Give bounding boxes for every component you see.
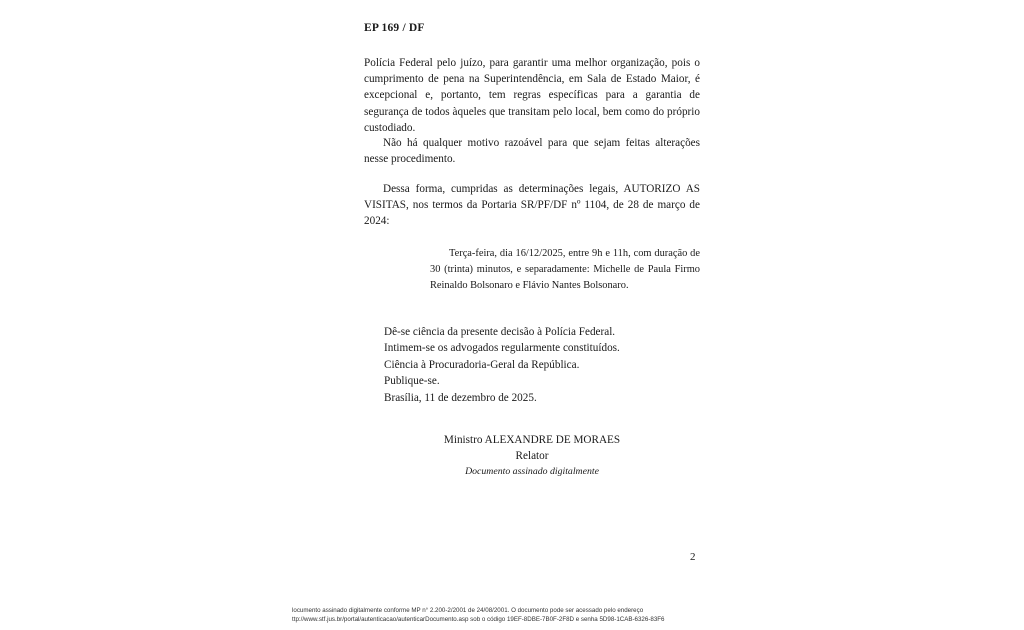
closing-orders	[384, 324, 620, 406]
signature-digital-note: Documento assinado digitalmente	[465, 466, 599, 478]
closing-date: Brasília, 11 de dezembro de 2025.	[384, 391, 537, 404]
signature-role: Relator	[515, 450, 549, 463]
paragraph-authorization: Dessa forma, cumpridas as determinações legais, AUTORIZO AS VISITAS, nos termos da Portaria SR/PF/DF nº 1104, de 28 de março de 2024:	[364, 183, 700, 228]
closing-line: Publique-se.	[384, 375, 440, 388]
closing-line: Ciência à Procuradoria-Geral da República.	[384, 358, 580, 371]
paragraph-policia-federal: Polícia Federal pelo juízo, para garantir uma melhor organização, pois o cumprimento de pena na Superintendência, em Sala de Estado Maior, é excepcional e, portanto, tem regras específicas para a garantia de segurança de todos àqueles que transitam pelo local, bem como do próprio custodiado.	[364, 57, 700, 134]
document-header: EP 169 / DF	[364, 22, 425, 34]
footer-line-1: locumento assinado digitalmente conforme MP n° 2.200-2/2001 de 24/08/2001. O documento pode ser acessado pelo endereço	[292, 607, 644, 614]
closing-line: Intimem-se os advogados regularmente constituídos.	[384, 342, 620, 355]
footer-line-2: ttp://www.stf.jus.br/portal/autenticacao/autenticarDocumento.asp sob o código 19EF-8DBE-7B0F-2F8D e senha 5D98-1CAB-6326-83F6	[292, 616, 665, 623]
signature-block	[364, 432, 700, 481]
signature-name: Ministro ALEXANDRE DE MORAES	[443, 434, 621, 446]
page-number: 2	[690, 551, 696, 563]
visit-schedule-quote: Terça-feira, dia 16/12/2025, entre 9h e 11h, com duração de 30 (trinta) minutos, e separadamente: Michelle de Paula Firmo Reinaldo Bolsonaro e Flávio Nantes Bolsonaro.	[430, 248, 700, 292]
paragraph-no-reason: Não há qualquer motivo razoável para que sejam feitas alterações nesse procedimento.	[364, 137, 700, 166]
authentication-footer	[292, 606, 664, 624]
closing-line: Dê-se ciência da presente decisão à Polícia Federal.	[384, 326, 616, 338]
